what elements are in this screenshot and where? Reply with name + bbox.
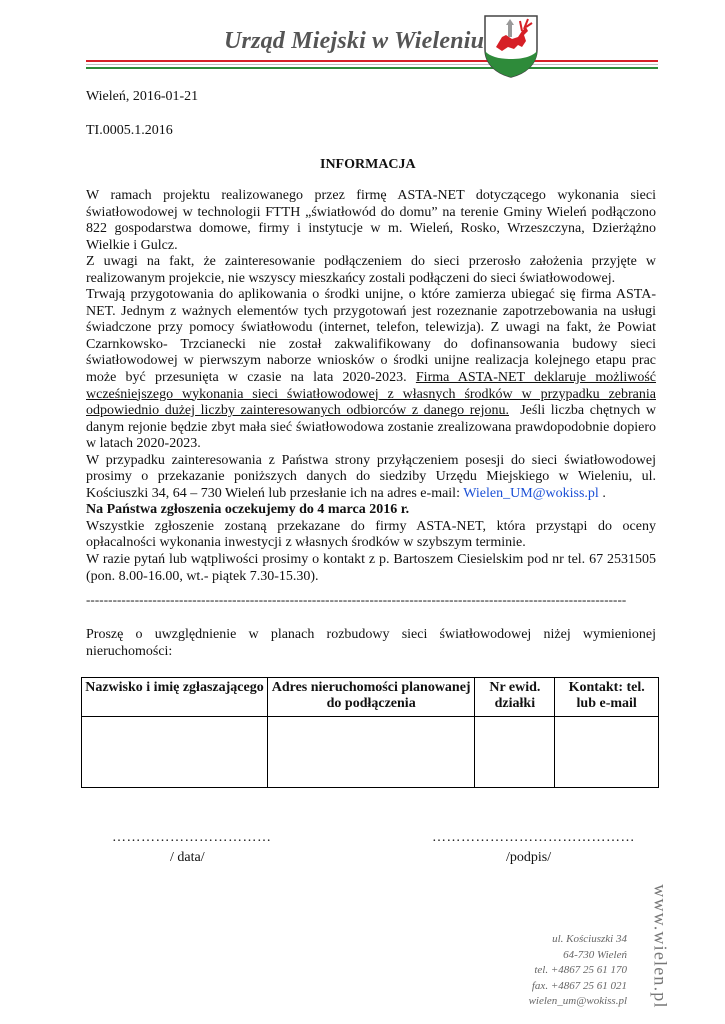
stripe-white xyxy=(86,64,658,65)
email-link[interactable]: Wielen_UM@wokiss.pl xyxy=(463,485,599,501)
paragraph-1: W ramach projektu realizowanego przez firmę ASTA-NET dotyczącego wykonania sieci światłowodowej w technologii FTTH „światłowód do domu” na terenie Gminy Wieleń podłączono 822 gospodarstwa domowe, firmy i instytucje w m. Wieleń, Rosko, Wrzeszczyna, Dzierżążno Wielkie i Gulcz. xyxy=(86,188,656,253)
cell-address[interactable] xyxy=(267,717,474,788)
footer-line: tel. +4867 25 61 170 xyxy=(534,964,627,976)
stripe-red xyxy=(86,60,658,62)
footer-line: ul. Kościuszki 34 xyxy=(552,933,627,945)
table-header-row xyxy=(82,678,659,717)
paragraph-6: Wszystkie zgłoszenie zostaną przekazane do firmy ASTA-NET, która przystąpi do oceny opłacalności wykonania inwestycji z własnych środków w szybszym terminie. xyxy=(86,518,656,551)
paragraph-3b: Jeśli liczba chętnych w danym rejonie będzie zbyt mała sieć światłowodowa zostanie zrealizowana prawdopodobnie dopiero w latach 2020-2023. xyxy=(86,403,657,452)
body-text xyxy=(86,188,656,585)
table-row xyxy=(82,717,659,788)
footer-line: wielen_um@wokiss.pl xyxy=(528,995,627,1007)
footer-line: 64-730 Wieleń xyxy=(563,948,627,961)
paragraph-3 xyxy=(86,287,656,452)
coat-of-arms-icon xyxy=(482,13,540,79)
col-header-address: Adres nieruchomości planowanej do podłączenia xyxy=(267,678,474,717)
request-text: Proszę o uwzględnienie w planach rozbudowy sieci światłowodowej niżej wymienionej nieruchomości: xyxy=(86,627,656,659)
signature-dots: …………………………………… xyxy=(432,830,635,845)
signature-label: /podpis/ xyxy=(506,850,552,865)
footer-address xyxy=(529,932,627,1010)
col-header-plot: Nr ewid. działki xyxy=(475,678,555,717)
separator-line: -------------------------------------------------------------------------------------------------------------------------- xyxy=(86,592,627,607)
paragraph-7: W razie pytań lub wątpliwości prosimy o kontakt z p. Bartoszem Ciesielskim pod nr tel. 67 2531505 (pon. 8.00-16.00, wt.- piątek 7.30-15.30). xyxy=(86,552,656,584)
reference-number: TI.0005.1.2016 xyxy=(86,123,173,138)
cell-name[interactable] xyxy=(82,717,268,788)
paragraph-4-end: . xyxy=(602,485,606,501)
paragraph-3-underlined: Firma ASTA-NET deklaruje możliwość wcześniejszego wykonania sieci światłowodowej z własnych środków w przypadku zebrania odpowiednio dużej liczby zainteresowanych odbiorców z danego rejonu. xyxy=(86,370,657,419)
header-stripes xyxy=(86,60,658,74)
header-title: Urząd Miejski w Wieleniu xyxy=(224,28,485,54)
paragraph-2: Z uwagi na fakt, że zainteresowanie podłączeniem do sieci przerosło założenia przyjęte w realizowanym projekcie, nie wszyscy mieszkańcy zostali podłączeni do sieci światłowodowej. xyxy=(86,254,656,286)
stripe-green xyxy=(86,67,658,69)
paragraph-4 xyxy=(86,453,656,503)
deadline-notice: Na Państwa zgłoszenia oczekujemy do 4 marca 2016 r. xyxy=(86,502,410,518)
date-line: Wieleń, 2016-01-21 xyxy=(86,89,199,104)
heading: INFORMACJA xyxy=(320,157,416,172)
cell-plot[interactable] xyxy=(475,717,555,788)
paragraph-4-text: W przypadku zainteresowania z Państwa strony przyłączeniem posesji do sieci światłowodowej prosimy o przekazanie poniższych danych do siedziby Urzędu Miejskiego w Wieleniu, ul. Kościuszki 34, 64 – 730 Wieleń lub przesłanie ich na adres e-mail: xyxy=(86,452,656,501)
website-link[interactable]: www.wielen.pl xyxy=(650,884,671,1009)
date-dots: …………………………… xyxy=(112,830,272,845)
col-header-name: Nazwisko i imię zgłaszającego xyxy=(82,678,268,717)
paragraph-3a: Trwają przygotowania do aplikowania o środki unijne, o które zamierza ubiegać się firma ASTA-NET. Jednym z ważnych elementów tych przygotowań jest rozeznanie zapotrzebowania na usługi świadczone przy pomocy światłowodu (internet, telefon, telewizja). Z uwagi na fakt, że Powiat Czarnkowsko- Trzcianecki nie został zakwalifikowany do dofinansowania budowy sieci światłowodowej w pierwszym naborze wniosków o środki unijne realizacja kolejnego etapu prac może być przesunięta w czasie na lata 2020-2023. xyxy=(86,287,656,386)
website-vertical xyxy=(632,884,672,1009)
application-table xyxy=(81,677,659,788)
col-header-contact: Kontakt: tel. lub e-mail xyxy=(555,678,659,717)
footer-line: fax. +4867 25 61 021 xyxy=(531,979,627,992)
cell-contact[interactable] xyxy=(555,717,659,788)
date-label: / data/ xyxy=(170,850,205,865)
